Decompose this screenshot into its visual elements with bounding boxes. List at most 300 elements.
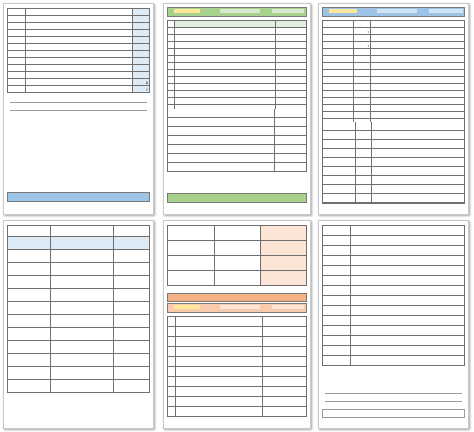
- row-number: [354, 70, 371, 77]
- table-cell: [174, 70, 275, 77]
- row-label: [323, 346, 351, 356]
- table-cell: [351, 256, 465, 266]
- table-cell: [26, 23, 133, 30]
- table-cell: [371, 56, 465, 63]
- table-cell: [8, 72, 26, 79]
- table-row: [8, 51, 150, 58]
- table-cell: [176, 357, 262, 367]
- page-footer-bar: [322, 409, 465, 418]
- row-label: [323, 70, 354, 77]
- table-row: [323, 84, 465, 91]
- table-row: [323, 236, 465, 246]
- row-label: [323, 49, 354, 56]
- table-row: [168, 63, 307, 70]
- table-row: [168, 84, 307, 91]
- row-number: ۱: [354, 28, 371, 35]
- table-cell: [371, 35, 465, 42]
- page-header-band: [167, 293, 307, 302]
- row-label: [132, 65, 149, 72]
- table-row: [323, 276, 465, 286]
- table-cell: [176, 387, 262, 397]
- table-row: [168, 387, 307, 397]
- row-label: [323, 306, 351, 316]
- table-cell: [8, 367, 51, 380]
- table-cell: [168, 84, 175, 91]
- table-cell: [174, 49, 275, 56]
- row-number: ۱: [354, 42, 371, 49]
- table-cell: [168, 377, 176, 387]
- table-cell: [174, 98, 275, 105]
- table-cell: [50, 380, 114, 393]
- table-row: [168, 28, 307, 35]
- page-header-band: [167, 303, 307, 313]
- row-label: [323, 42, 354, 49]
- table-row: [168, 241, 307, 256]
- table-cell: [168, 98, 175, 105]
- table-row: [323, 226, 465, 236]
- table-row: [323, 326, 465, 336]
- row-label: [276, 56, 307, 63]
- table-cell: [351, 326, 465, 336]
- table-header: [8, 226, 150, 237]
- table-body: [8, 9, 150, 93]
- row-label: [323, 21, 354, 28]
- row-number: [354, 112, 371, 119]
- table-cell: [50, 302, 114, 315]
- table-row: [168, 337, 307, 347]
- table-cell: [8, 9, 26, 16]
- row-label: ۵: [132, 79, 149, 86]
- row-label: [132, 37, 149, 44]
- row-label: [262, 347, 306, 357]
- table-cell: [26, 79, 133, 86]
- row-number: [354, 84, 371, 91]
- row-label: [276, 77, 307, 84]
- table-cell: [351, 246, 465, 256]
- row-number: [354, 49, 371, 56]
- row-label: [276, 35, 307, 42]
- table-cell: [50, 354, 114, 367]
- table-row: [8, 263, 150, 276]
- table-cell: [176, 367, 262, 377]
- table-cell: [50, 237, 114, 250]
- table-row: [8, 341, 150, 354]
- table-cell: [351, 306, 465, 316]
- table-cell: [8, 58, 26, 65]
- column-divider: [371, 122, 372, 204]
- row-label: [276, 42, 307, 49]
- table-cell: [176, 377, 262, 387]
- row-label: [132, 44, 149, 51]
- table-row: [323, 42, 465, 49]
- table-cell: [26, 44, 133, 51]
- table-row: [8, 86, 150, 93]
- row-label: [276, 49, 307, 56]
- table-cell: [26, 37, 133, 44]
- table-cell: [174, 77, 275, 84]
- header-field: [272, 9, 304, 13]
- table-cell: [114, 237, 150, 250]
- table-cell: [8, 302, 51, 315]
- table-cell: [114, 367, 150, 380]
- table-cell: [351, 236, 465, 246]
- signature-line: [325, 401, 462, 402]
- row-label: [323, 326, 351, 336]
- table-cell: [351, 276, 465, 286]
- table-cell: [168, 317, 176, 327]
- table-cell: [215, 271, 261, 286]
- page-table: [322, 20, 465, 133]
- table-row: [168, 256, 307, 271]
- table-row: [168, 347, 307, 357]
- header-field: [220, 305, 260, 309]
- table-cell: [50, 263, 114, 276]
- table-cell: [168, 387, 176, 397]
- row-label: [276, 28, 307, 35]
- table-row: [323, 56, 465, 63]
- table-cell: [168, 271, 215, 286]
- table-cell: [114, 380, 150, 393]
- table-row: [168, 407, 307, 417]
- table-cell: [8, 276, 51, 289]
- table-row: [168, 77, 307, 84]
- row-label: [323, 356, 351, 366]
- table-cell: [50, 276, 114, 289]
- signature-line: [10, 102, 147, 103]
- table-body: [323, 226, 465, 366]
- table-cell: [371, 21, 465, 28]
- table-cell: [50, 289, 114, 302]
- table-row: [168, 377, 307, 387]
- table-cell: [168, 241, 215, 256]
- table-cell: [215, 256, 261, 271]
- table-row: [168, 21, 307, 28]
- page-table: [7, 225, 150, 393]
- row-label: [262, 387, 306, 397]
- table-cell: [50, 328, 114, 341]
- table-cell: [371, 42, 465, 49]
- table-cell: [114, 263, 150, 276]
- row-label: [323, 112, 354, 119]
- table-cell: [351, 266, 465, 276]
- header-field: [329, 9, 357, 13]
- table-cell: [176, 407, 262, 417]
- table-cell: [351, 286, 465, 296]
- row-label: [262, 337, 306, 347]
- row-label: [132, 30, 149, 37]
- table-cell: [168, 256, 215, 271]
- column-header: [114, 226, 150, 237]
- table-cell: [168, 407, 176, 417]
- table-cell: [351, 346, 465, 356]
- table-cell: [114, 328, 150, 341]
- table-cell: [371, 84, 465, 91]
- table-row: [168, 327, 307, 337]
- table-row: [8, 37, 150, 44]
- table-cell: [168, 35, 175, 42]
- table-row: [323, 112, 465, 119]
- table-cell: [168, 70, 175, 77]
- table-row: [8, 237, 150, 250]
- page-footer-bar: [167, 193, 307, 203]
- table-cell: [174, 63, 275, 70]
- table-row: [323, 336, 465, 346]
- header-field: [272, 305, 304, 309]
- row-label: [262, 367, 306, 377]
- header-field: [429, 9, 463, 13]
- row-number: [354, 35, 371, 42]
- table-cell: [26, 86, 133, 93]
- page-table: [322, 225, 465, 366]
- table-cell: [371, 70, 465, 77]
- row-label: [323, 84, 354, 91]
- row-number: [354, 77, 371, 84]
- row-label: [262, 327, 306, 337]
- table-cell: [176, 347, 262, 357]
- table-cell: [174, 91, 275, 98]
- row-label: [323, 336, 351, 346]
- table-row: [8, 315, 150, 328]
- table-row: [8, 44, 150, 51]
- table-cell: [8, 23, 26, 30]
- table-row: [8, 328, 150, 341]
- table-row: [168, 91, 307, 98]
- table-row: [168, 397, 307, 407]
- table-cell: [174, 84, 275, 91]
- table-cell: [261, 241, 307, 256]
- document-page-bottom-right: [318, 220, 469, 429]
- table-cell: [168, 42, 175, 49]
- table-row: [8, 302, 150, 315]
- table-row: [323, 35, 465, 42]
- table-cell: [26, 65, 133, 72]
- table-cell: [114, 250, 150, 263]
- table-cell: [261, 226, 307, 241]
- table-row: [323, 49, 465, 56]
- row-label: [323, 256, 351, 266]
- table-cell: [8, 79, 26, 86]
- table-cell: [8, 37, 26, 44]
- table-header-row: [8, 226, 150, 237]
- table-cell: [114, 302, 150, 315]
- header-field: [377, 9, 417, 13]
- row-label: [323, 296, 351, 306]
- table-row: [323, 266, 465, 276]
- table-cell: [174, 35, 275, 42]
- table-cell: [168, 21, 175, 28]
- table-row: [323, 21, 465, 28]
- table-row: [168, 367, 307, 377]
- table-row: [168, 35, 307, 42]
- page-table: [167, 20, 307, 119]
- row-number: [354, 91, 371, 98]
- table-cell: [215, 226, 261, 241]
- table-cell: [168, 337, 176, 347]
- table-body: [168, 21, 307, 119]
- table-cell: [168, 226, 215, 241]
- row-label: [323, 105, 354, 112]
- table-body: [323, 21, 465, 133]
- table-row: [323, 296, 465, 306]
- table-body: [8, 237, 150, 393]
- page-table: [167, 316, 307, 417]
- row-number: [354, 63, 371, 70]
- table-cell: [50, 341, 114, 354]
- table-cell: [8, 16, 26, 23]
- table-cell: [215, 241, 261, 256]
- table-body: [168, 226, 307, 286]
- table-cell: [26, 58, 133, 65]
- row-label: [323, 56, 354, 63]
- table-row: [323, 246, 465, 256]
- table-cell: [114, 341, 150, 354]
- table-row: [323, 98, 465, 105]
- table-cell: [351, 226, 465, 236]
- table-row: [8, 380, 150, 393]
- table-cell: [8, 328, 51, 341]
- table-row: [168, 49, 307, 56]
- row-label: [323, 28, 354, 35]
- table-cell: [351, 336, 465, 346]
- table-cell: [168, 77, 175, 84]
- row-label: [276, 98, 307, 105]
- table-cell: [174, 28, 275, 35]
- table-body: [168, 317, 307, 417]
- page-table: [167, 225, 307, 286]
- row-label: [323, 276, 351, 286]
- table-cell: [174, 56, 275, 63]
- document-page-top-left: [3, 3, 154, 215]
- table-row: [323, 356, 465, 366]
- row-label: [132, 72, 149, 79]
- row-label: [323, 316, 351, 326]
- row-label: [323, 226, 351, 236]
- table-cell: [8, 44, 26, 51]
- row-label: [323, 35, 354, 42]
- table-row: [323, 70, 465, 77]
- table-row: [168, 226, 307, 241]
- table-cell: [114, 289, 150, 302]
- table-row: [168, 98, 307, 105]
- page-header-band: [322, 7, 465, 17]
- row-label: [262, 397, 306, 407]
- row-label: [323, 91, 354, 98]
- table-cell: [168, 367, 176, 377]
- table-cell: [168, 49, 175, 56]
- table-row: [323, 306, 465, 316]
- table-cell: [168, 63, 175, 70]
- table-row: [168, 271, 307, 286]
- table-cell: [8, 354, 51, 367]
- table-row: [8, 367, 150, 380]
- table-cell: [168, 327, 176, 337]
- signature-line: [10, 110, 147, 111]
- row-label: [276, 21, 307, 28]
- row-label: [323, 246, 351, 256]
- table-row: [168, 317, 307, 327]
- table-row: [323, 28, 465, 35]
- table-cell: [371, 28, 465, 35]
- table-cell: [168, 91, 175, 98]
- table-cell: [371, 77, 465, 84]
- table-cell: [174, 21, 275, 28]
- table-row: [168, 357, 307, 367]
- signature-line: [325, 393, 462, 394]
- table-cell: [26, 51, 133, 58]
- column-divider: [355, 122, 356, 204]
- page-ruled-area: [167, 109, 307, 172]
- row-label: [323, 98, 354, 105]
- row-label: [323, 266, 351, 276]
- row-label: [276, 91, 307, 98]
- table-cell: [8, 86, 26, 93]
- row-label: [323, 236, 351, 246]
- row-label: [276, 70, 307, 77]
- table-cell: [371, 98, 465, 105]
- document-page-top-right: [318, 3, 469, 215]
- header-field: [220, 9, 260, 13]
- table-row: [8, 354, 150, 367]
- table-cell: [351, 356, 465, 366]
- table-cell: [8, 341, 51, 354]
- row-number: [354, 56, 371, 63]
- page-ruled-area: [322, 122, 465, 204]
- row-number: [354, 21, 371, 28]
- row-label: ۶: [132, 86, 149, 93]
- table-cell: [261, 256, 307, 271]
- table-row: [8, 16, 150, 23]
- table-row: [168, 70, 307, 77]
- table-cell: [168, 347, 176, 357]
- table-cell: [8, 237, 51, 250]
- table-row: [8, 9, 150, 16]
- table-row: [8, 289, 150, 302]
- column-header: [50, 226, 114, 237]
- header-field: [174, 9, 200, 13]
- column-divider: [274, 109, 275, 172]
- table-row: [8, 30, 150, 37]
- table-cell: [8, 250, 51, 263]
- table-cell: [26, 9, 133, 16]
- table-cell: [168, 56, 175, 63]
- table-row: [323, 256, 465, 266]
- table-cell: [371, 91, 465, 98]
- table-row: [323, 91, 465, 98]
- document-page-bottom-middle: [163, 220, 311, 429]
- table-cell: [351, 296, 465, 306]
- table-cell: [26, 72, 133, 79]
- table-row: [8, 72, 150, 79]
- table-cell: [371, 63, 465, 70]
- table-row: [323, 63, 465, 70]
- table-cell: [8, 30, 26, 37]
- table-cell: [351, 316, 465, 326]
- table-cell: [8, 65, 26, 72]
- table-row: [323, 286, 465, 296]
- document-page-bottom-left: [3, 220, 154, 429]
- row-label: [132, 58, 149, 65]
- table-cell: [168, 28, 175, 35]
- table-row: [323, 105, 465, 112]
- table-cell: [114, 315, 150, 328]
- page-header-band: [167, 7, 307, 17]
- row-number: [354, 105, 371, 112]
- row-label: [323, 77, 354, 84]
- table-cell: [371, 105, 465, 112]
- header-field: [174, 305, 200, 309]
- table-row: [323, 316, 465, 326]
- row-label: [132, 51, 149, 58]
